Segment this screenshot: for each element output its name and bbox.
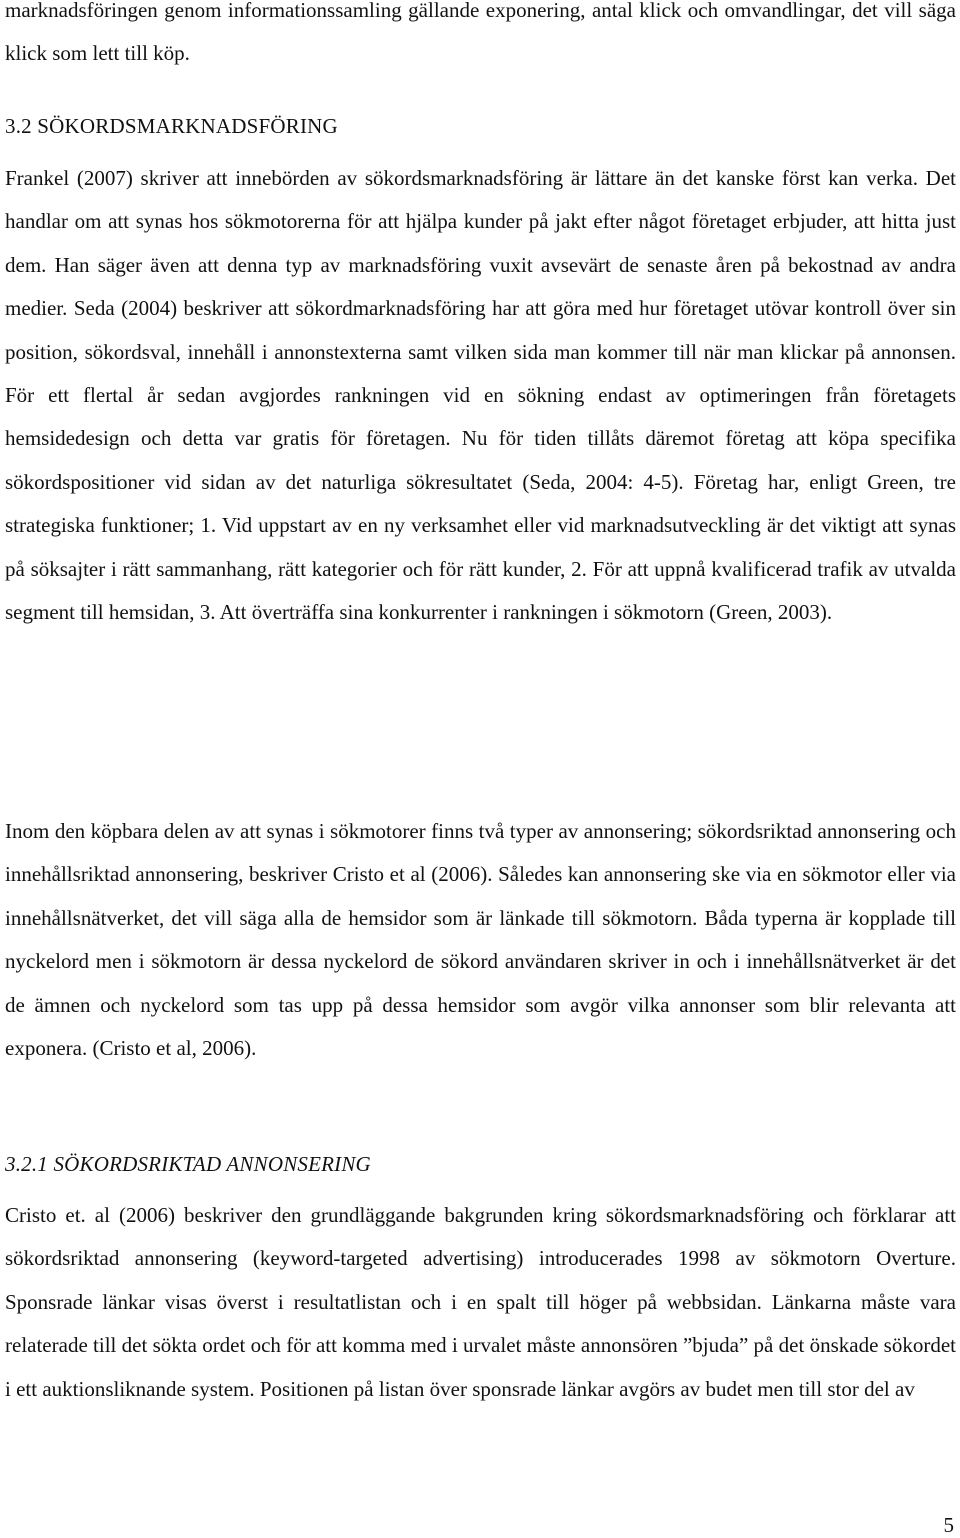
section-heading-3-2: 3.2 SÖKORDSMARKNADSFÖRING	[5, 114, 338, 138]
paragraph-keyword-targeted: Cristo et. al (2006) beskriver den grundläggande bakgrunden kring sökordsmarknadsföring och förklarar att sökordsriktad annonsering (keyword-targeted advertising) introducerades 1998 av sökmotorn Overture. Sponsrade länkar visas överst i resultatlistan och i en spalt till höger på webbsidan. Länkarna måste vara relaterade till det sökta ordet och för att komma med i urvalet måste annonsören ”bjuda” på det önskade sökordet i ett auktionsliknande system. Positionen på listan över sponsrade länkar avgörs av budet men till stor del av	[5, 1203, 956, 1401]
paragraph-cristo-types: Inom den köpbara delen av att synas i sökmotorer finns två typer av annonsering; sökordsriktad annonsering och innehållsriktad annonsering, beskriver Cristo et al (2006). Således kan annonsering ske via en sökmotor eller via innehållsnätverket, det vill säga alla de hemsidor som är länkade till sökmotorn. Båda typerna är kopplade till nyckelord men i sökmotorn är dessa nyckelord de sökord användaren skriver in och i innehållsnätverket är det de ämnen och nyckelord som tas upp på dessa hemsidor som avgör vilka annonser som blir relevanta att exponera. (Cristo et al, 2006).	[5, 819, 956, 1061]
paragraph-frankel: Frankel (2007) skriver att innebörden av sökordsmarknadsföring är lättare än det kanske först kan verka. Det handlar om att synas hos sökmotorerna för att hjälpa kunder på jakt efter något företaget erbjuder, att hitta just dem. Han säger även att denna typ av marknadsföring vuxit avsevärt de senaste åren på bekostnad av andra medier. Seda (2004) beskriver att sökordmarknadsföring har att göra med hur företaget utövar kontroll över sin position, sökordsval, innehåll i annonstexterna samt vilken sida man kommer till när man klickar på annonsen. För ett flertal år sedan avgjordes rankningen vid en sökning endast av optimeringen från företagets hemsidedesign och detta var gratis för företagen. Nu för tiden tillåts däremot företag att köpa specifika sökordspositioner vid sidan av det naturliga sökresultatet (Seda, 2004: 4-5). Företag har, enligt Green, tre strategiska funktioner; 1. Vid uppstart av en ny verksamhet eller vid marknadsutveckling är det viktigt att synas på söksajter i rätt sammanhang, rätt kategorier och för rätt kunder, 2. För att uppnå kvalificerad trafik av utvalda segment till hemsidan, 3. Att överträffa sina konkurrenter i rankningen i sökmotorn (Green, 2003).	[5, 166, 956, 625]
paragraph-intro-continuation: marknadsföringen genom informationssamling gällande exponering, antal klick och omvandlingar, det vill säga klick som lett till köp.	[5, 0, 956, 66]
page-number: 5	[943, 1513, 954, 1537]
section-heading-3-2-1: 3.2.1 SÖKORDSRIKTAD ANNONSERING	[5, 1152, 371, 1176]
